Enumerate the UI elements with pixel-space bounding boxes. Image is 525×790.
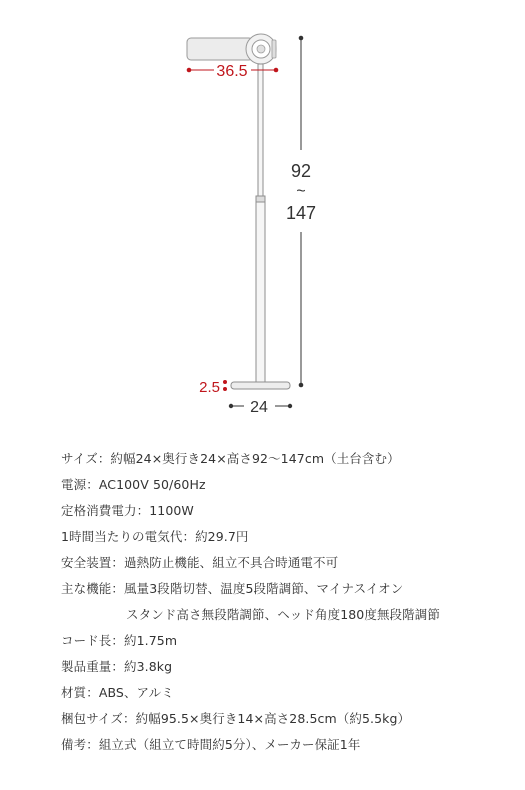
spec-value: 約3.8kg [124,659,173,674]
base-width-marker-right [288,404,292,408]
spec-value: 風量3段階切替、温度5段階調節、マイナスイオン [124,581,404,596]
spec-separator: ： [86,477,99,492]
thickness-marker-bottom [223,387,227,391]
spec-value: 約幅95.5×奥行き14×高さ28.5cm（約5.5kg） [135,711,411,726]
spec-label: 材質 [61,685,87,700]
base-width-dimension [229,399,292,416]
spec-separator: ： [111,581,125,596]
spec-value: 約幅24×奥行き24×高さ92〜147cm（土台含む） [110,451,400,466]
spec-value: 約1.75m [124,633,178,648]
height-max-label: 147 [285,203,317,223]
height-range-separator: ~ [296,183,306,200]
spec-row [61,706,511,732]
base-thickness-label: 2.5 [199,379,220,396]
spec-row [61,732,511,758]
spec-row [61,472,511,498]
spec-separator: ： [111,633,125,648]
stand-base [231,382,290,389]
spec-value: 過熱防止機能、組立不具合時通電不可 [124,555,339,570]
spec-row [61,446,511,472]
spec-separator: ： [86,737,99,752]
spec-list [61,446,511,758]
pole-lower [256,202,265,382]
spec-value: 組立式（組立て時間約5分）、メーカー保証1年 [98,737,361,752]
spec-separator: ： [97,451,111,466]
dryer-back-cap [272,40,276,58]
spec-row [61,550,511,576]
spec-label: 定格消費電力 [61,503,137,518]
height-dimension [286,36,316,388]
spec-label: 製品重量 [61,659,112,674]
spec-value: AC100V 50/60Hz [98,477,206,492]
spec-row [61,680,511,706]
spec-separator: ： [111,555,125,570]
spec-label: 主な機能 [61,581,112,596]
spec-row [61,602,511,628]
dryer-nozzle [187,38,253,60]
spec-value: 約29.7円 [195,529,249,544]
spec-separator: ： [123,711,136,726]
spec-label: 電源 [61,477,87,492]
spec-label: 1時間当たりの電気代 [61,529,183,544]
spec-label: サイズ [61,451,98,466]
spec-value: スタンド高さ無段階調節、ヘッド角度180度無段階調節 [126,607,440,622]
spec-label: コード長 [61,633,112,648]
spec-value: ABS、アルミ [98,685,174,700]
spec-row [61,498,511,524]
spec-separator: ： [136,503,150,518]
spec-row [61,654,511,680]
spec-label: 梱包サイズ [61,711,124,726]
thickness-marker-top [223,380,227,384]
width-label: 36.5 [216,63,248,80]
pole-upper [258,64,263,198]
dryer-head [187,34,276,64]
spec-separator: ： [182,529,196,544]
base-thickness-dimension [199,379,227,396]
spec-row [61,628,511,654]
spec-separator: ： [86,685,99,700]
base-width-label: 24 [250,399,268,416]
width-marker-right [274,68,279,73]
height-min-label: 92 [290,161,312,181]
spec-row [61,524,511,550]
dryer-fan-center [257,45,265,53]
spec-label: 備考 [61,737,87,752]
spec-label: 安全装置 [61,555,112,570]
width-dimension [187,63,279,80]
spec-row [61,576,511,602]
spec-separator: ： [111,659,125,674]
spec-value: 1100W [149,503,194,518]
height-marker-bottom [299,383,304,388]
pole-joint [256,196,265,202]
